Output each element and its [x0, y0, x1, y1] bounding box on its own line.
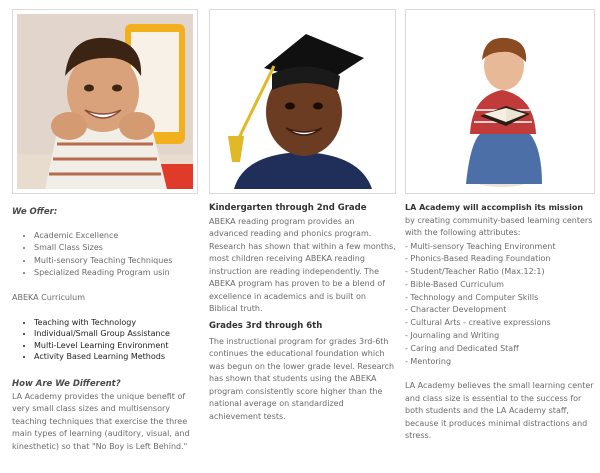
- graduate-boy-illustration: [214, 14, 391, 189]
- list-item: - Bible-Based Curriculum: [405, 279, 504, 289]
- mission-section: [405, 202, 595, 443]
- grades-3-6-section: [209, 320, 396, 423]
- photo-frame-graduate: [209, 9, 396, 194]
- list-item: - Caring and Dedicated Staff: [405, 343, 519, 353]
- list-item: - Cultural Arts - creative expressions: [405, 318, 551, 328]
- list-item: - Character Development: [405, 305, 507, 315]
- reading-boy-illustration: [410, 14, 590, 189]
- boy-smiling-photo: [17, 14, 193, 189]
- photo-frame-reading-boy: [405, 9, 595, 194]
- different-section: [12, 378, 198, 453]
- graduate-boy-photo: [214, 14, 391, 189]
- list-item: - Technology and Computer Skills: [405, 292, 539, 302]
- list-item: • Academic Excellence: [34, 230, 198, 243]
- we-offer-section: [12, 206, 198, 280]
- k2-section: [209, 202, 396, 316]
- list-item: • Individual/Small Group Assistance: [34, 328, 198, 340]
- list-item: - Phonics-Based Reading Foundation: [405, 254, 551, 264]
- column-grades: [209, 0, 396, 421]
- list-item: • Multi-sensory Teaching Techniques: [34, 255, 198, 268]
- list-item: - Journaling and Writing: [405, 331, 500, 341]
- mission-rest: by creating community-based learning centers with the following attributes:: [405, 215, 593, 237]
- list-item: - Mentoring: [405, 356, 452, 366]
- column-offerings: [12, 0, 198, 451]
- photo-frame-boy-smiling: [12, 9, 198, 194]
- mission-intro: [405, 202, 595, 240]
- list-item: • Specialized Reading Program usin: [34, 267, 198, 280]
- list-item: - Multi-sensory Teaching Environment: [405, 241, 556, 251]
- different-text: LA Academy provides the unique benefit of very small class sizes and multisensory teaching techniques that exercise the three main types of learning (auditory, visual, and kinesthetic) so that "No Boy is Left Behind.": [12, 391, 190, 451]
- grades-3-6-text: The instructional program for grades 3rd-6th continues the educational foundation which was begun on the lower grade level. Research has shown that students using the ABEKA program consistently score higher than the national average on standardized achievement tests.: [209, 336, 395, 421]
- list-item: • Multi-Level Learning Environment: [34, 340, 198, 352]
- mission-bold: LA Academy will accomplish its mission: [405, 203, 584, 212]
- list-item: • Teaching with Technology: [34, 317, 198, 329]
- abeka-section: [12, 292, 198, 363]
- abeka-heading: ABEKA Curriculum: [12, 293, 86, 302]
- list-item: • Small Class Sizes: [34, 242, 198, 255]
- grades-3-6-heading: Grades 3rd through 6th: [209, 321, 323, 331]
- reading-boy-photo: [410, 14, 590, 189]
- k2-heading: Kindergarten through 2nd Grade: [209, 203, 367, 213]
- list-item: - Student/Teacher Ratio (Max.12:1): [405, 267, 545, 277]
- boy-smiling-illustration: [17, 14, 193, 189]
- column-mission: [405, 0, 595, 441]
- k2-text: ABEKA reading program provides an advanced reading and phonics program. Research has shown that within a few months, most children receiving ABEKA reading instruction are reading independently. The ABEKA program has proven to be a blend of excellence in academics and is built on Biblical truth.: [209, 216, 396, 313]
- we-offer-heading: We Offer:: [12, 207, 58, 217]
- attributes-list: [405, 241, 595, 369]
- abeka-list: [12, 317, 198, 363]
- different-heading: How Are We Different?: [12, 379, 121, 389]
- list-item: • Activity Based Learning Methods: [34, 351, 198, 363]
- offer-list: [12, 230, 198, 280]
- closing-text: LA Academy believes the small learning center and class size is essential to the success for both students and the LA Academy staff, because it produces minimal distractions and stress.: [405, 381, 594, 441]
